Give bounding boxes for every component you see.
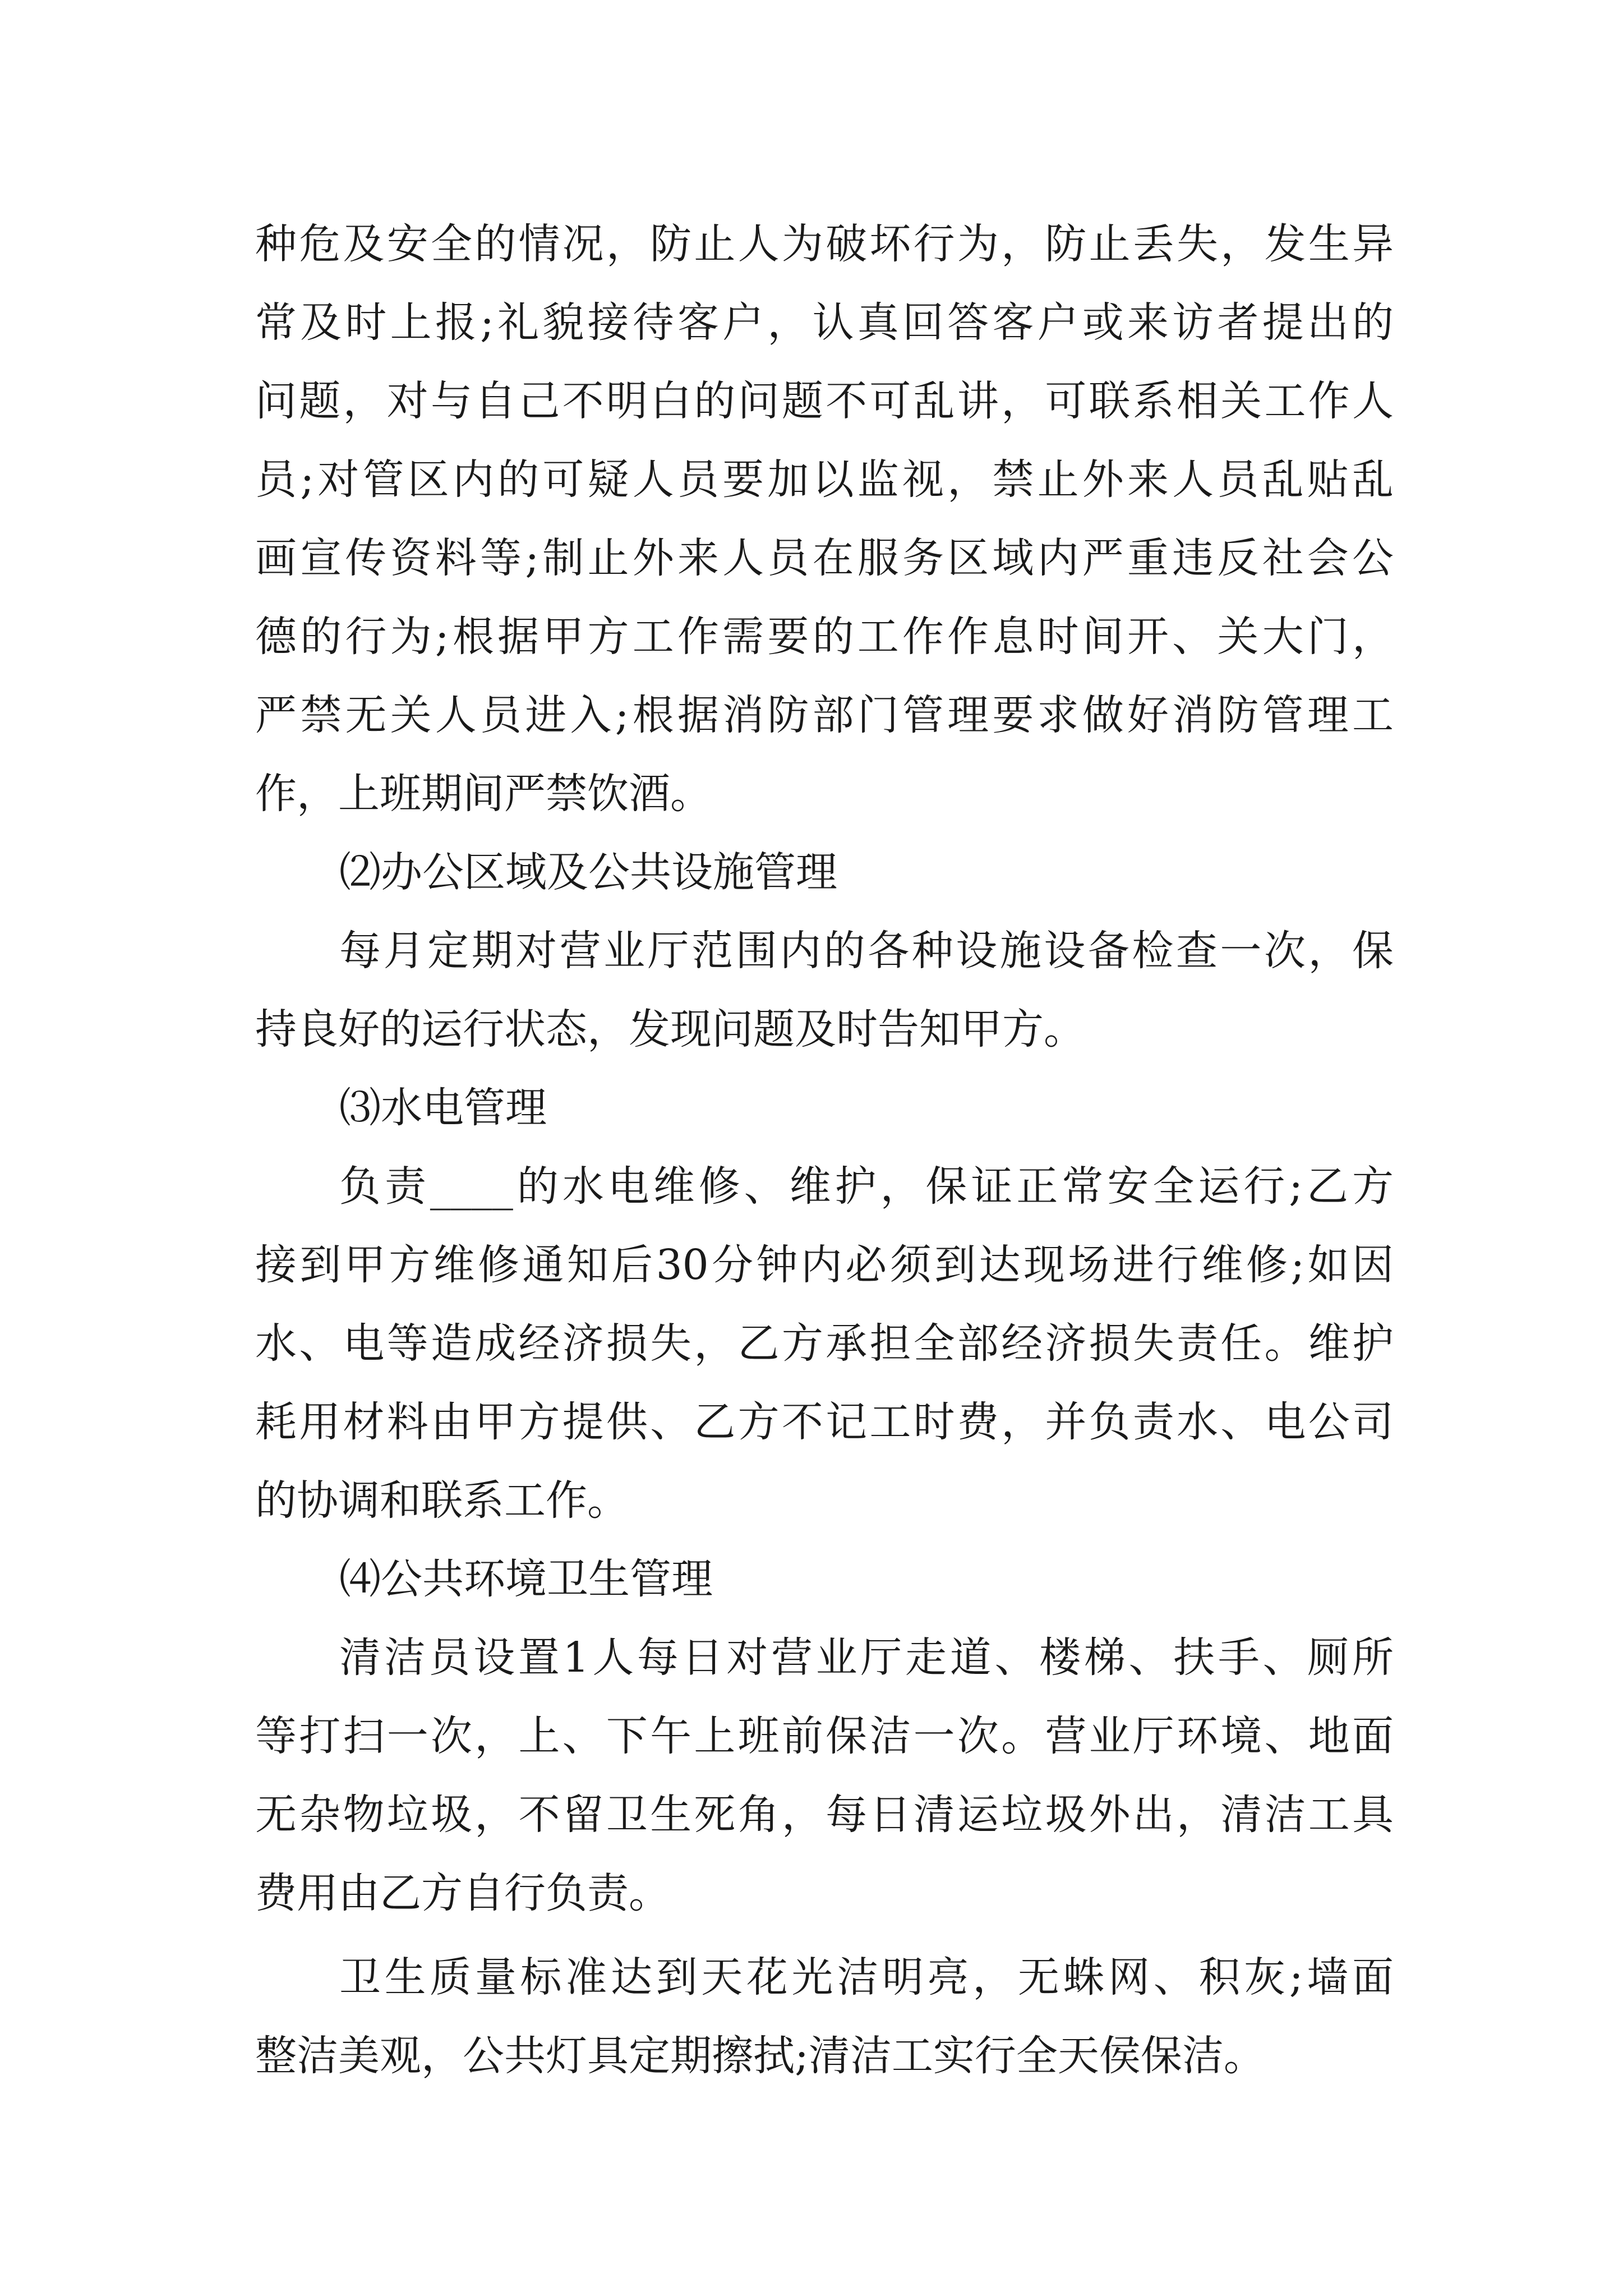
paragraph-line: 员;对管区内的可疑人员要加以监视，禁止外来人员乱贴乱	[255, 455, 1394, 504]
section-heading: ⑵办公区域及公共设施管理	[339, 848, 837, 896]
section-heading: ⑶水电管理	[339, 1084, 547, 1132]
paragraph-line: 卫生质量标准达到天花光洁明亮，无蛛网、积灰;墙面	[339, 1953, 1394, 2001]
paragraph-line: 的协调和联系工作。	[255, 1476, 629, 1525]
paragraph-line: 持良好的运行状态，发现问题及时告知甲方。	[255, 1005, 1085, 1053]
paragraph-line: 常及时上报;礼貌接待客户，认真回答客户或来访者提出的	[255, 298, 1394, 347]
paragraph-line: 整洁美观，公共灯具定期擦拭;清洁工实行全天侯保洁。	[255, 2032, 1265, 2080]
paragraph-line: 德的行为;根据甲方工作需要的工作作息时间开、关大门，	[255, 613, 1394, 661]
paragraph-line: 问题，对与自己不明白的问题不可乱讲，可联系相关工作人	[255, 377, 1394, 425]
paragraph-line: 种危及安全的情况，防止人为破坏行为，防止丢失，发生异	[255, 220, 1394, 268]
paragraph-line: 无杂物垃圾，不留卫生死角，每日清运垃圾外出，清洁工具	[255, 1791, 1394, 1839]
paragraph-line: 清洁员设置1人每日对营业厅走道、楼梯、扶手、厕所	[339, 1634, 1394, 1682]
paragraph-line: 费用由乙方自行负责。	[255, 1869, 670, 1917]
paragraph-line: 接到甲方维修通知后30分钟内必须到达现场进行维修;如因	[255, 1241, 1394, 1289]
paragraph-line: 作，上班期间严禁饮酒。	[255, 770, 712, 818]
paragraph-line: 耗用材料由甲方提供、乙方不记工时费，并负责水、电公司	[255, 1398, 1394, 1446]
paragraph-line: 水、电等造成经济损失，乙方承担全部经济损失责任。维护	[255, 1319, 1394, 1368]
paragraph-line: 负责____的水电维修、维护，保证正常安全运行;乙方	[339, 1162, 1394, 1211]
paragraph-line: 每月定期对营业厅范围内的各种设施设备检查一次，保	[339, 927, 1394, 975]
section-heading: ⑷公共环境卫生管理	[339, 1555, 713, 1603]
paragraph-line: 等打扫一次，上、下午上班前保洁一次。营业厅环境、地面	[255, 1712, 1394, 1760]
paragraph-line: 严禁无关人员进入;根据消防部门管理要求做好消防管理工	[255, 691, 1394, 739]
paragraph-line: 画宣传资料等;制止外来人员在服务区域内严重违反社会公	[255, 534, 1394, 582]
